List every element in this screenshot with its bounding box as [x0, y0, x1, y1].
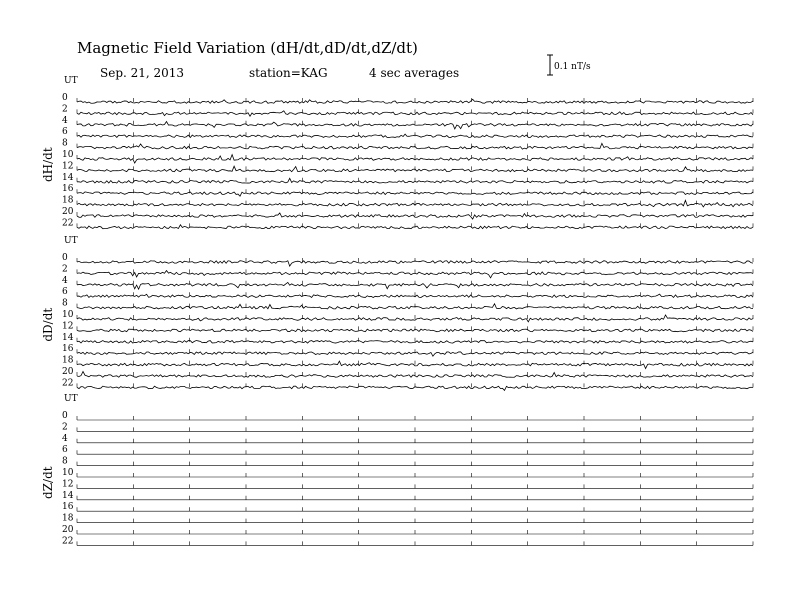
hour-tick-label: 20 [62, 207, 74, 217]
ut-label: UT [64, 236, 78, 246]
hour-tick-label: 16 [62, 502, 74, 513]
hour-tick-label: 4 [62, 275, 68, 286]
hour-tick-label: 22 [62, 378, 74, 389]
hour-tick-label: 14 [62, 490, 74, 501]
hour-tick-label: 8 [62, 298, 68, 309]
hour-tick-label: 14 [62, 172, 74, 183]
hour-tick-label: 8 [62, 138, 68, 149]
panel-ylabel: dD/dt [41, 307, 55, 342]
hour-tick-label: 14 [62, 332, 74, 343]
trace-line [77, 352, 753, 356]
station-label: station=KAG [249, 66, 328, 80]
hour-tick-label: 20 [62, 367, 74, 377]
hour-tick-label: 22 [62, 218, 74, 229]
panels [41, 76, 753, 546]
hour-tick-label: 10 [62, 150, 74, 160]
panel-ylabel: dH/dt [41, 147, 55, 183]
hour-tick-label: 4 [62, 115, 68, 126]
chart-title: Magnetic Field Variation (dH/dt,dD/dt,dZ/dt) [77, 39, 418, 57]
hour-tick-label: 10 [62, 310, 74, 320]
panel-dd-dt [41, 236, 753, 390]
hour-tick-label: 0 [62, 253, 68, 263]
hour-tick-label: 8 [62, 456, 68, 467]
hour-tick-label: 12 [62, 479, 74, 490]
trace-line [77, 386, 753, 390]
hour-tick-label: 18 [62, 195, 74, 206]
hour-tick-label: 6 [62, 127, 68, 138]
hour-tick-label: 10 [62, 468, 74, 478]
panel-dh-dt [41, 76, 753, 229]
hour-tick-label: 2 [62, 104, 68, 115]
hour-tick-label: 12 [62, 321, 74, 332]
hour-tick-label: 22 [62, 536, 74, 547]
hour-tick-label: 2 [62, 264, 68, 275]
hour-tick-label: 20 [62, 525, 74, 535]
panel-ylabel: dZ/dt [41, 466, 55, 499]
hour-tick-label: 16 [62, 344, 74, 355]
hour-tick-label: 16 [62, 184, 74, 195]
scale-bar-label: 0.1 nT/s [554, 62, 591, 72]
hour-tick-label: 6 [62, 445, 68, 456]
trace-line [77, 282, 753, 289]
scale-bar [547, 55, 591, 75]
panel-dz-dt [41, 394, 753, 546]
hour-tick-label: 18 [62, 355, 74, 366]
hour-tick-label: 0 [62, 411, 68, 421]
hour-tick-label: 2 [62, 422, 68, 433]
hour-tick-label: 4 [62, 433, 68, 444]
ut-label: UT [64, 76, 78, 86]
ut-label: UT [64, 394, 78, 404]
hour-tick-label: 0 [62, 93, 68, 103]
hour-tick-label: 18 [62, 513, 74, 524]
hour-tick-label: 12 [62, 161, 74, 172]
date-label: Sep. 21, 2013 [100, 66, 185, 80]
averaging-label: 4 sec averages [369, 66, 460, 80]
hour-tick-label: 6 [62, 287, 68, 298]
